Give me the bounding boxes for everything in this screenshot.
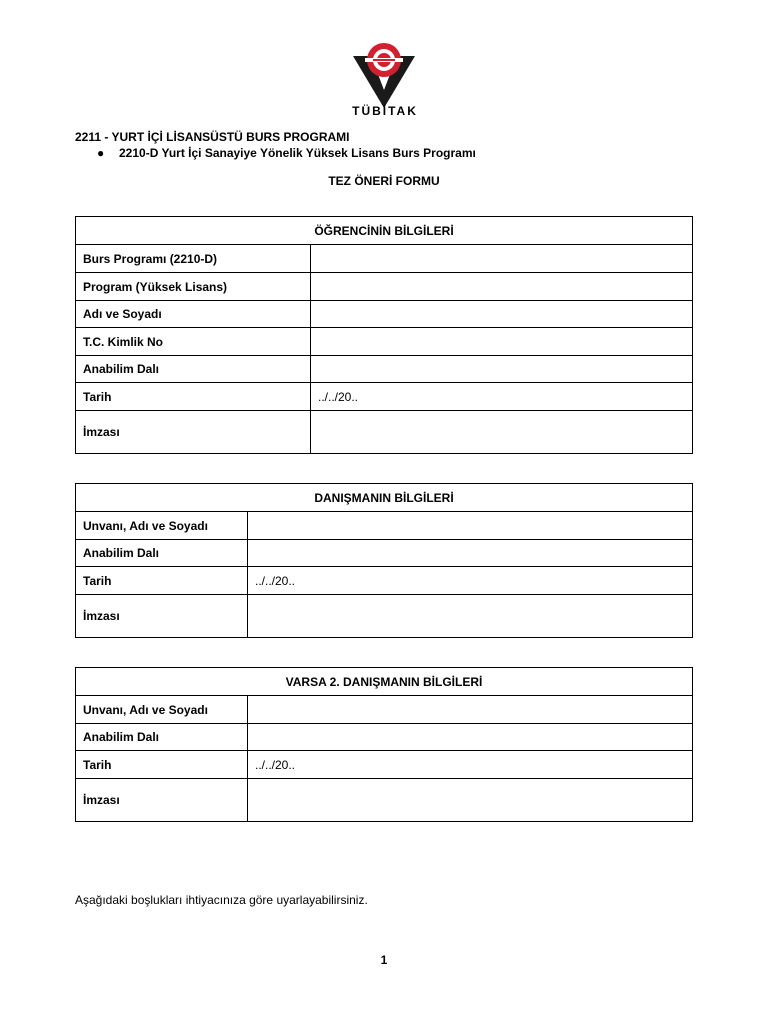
table-row [76,779,693,822]
table-row [76,245,693,273]
row-label: Anabilim Dalı [76,540,248,567]
row-label: Unvanı, Adı ve Soyadı [76,696,248,724]
table-row [76,567,693,595]
advisor-signature-field[interactable] [248,595,693,638]
student-heading: ÖĞRENCİNİN BİLGİLERİ [76,217,693,245]
page-number: 1 [380,953,388,967]
table-row [76,595,693,638]
signature-field[interactable] [311,411,693,454]
subprogram-bullet-item [97,146,476,160]
table-header-row [76,484,693,512]
table-row [76,356,693,383]
department-field[interactable] [311,356,693,383]
logo-wordmark: TÜBİTAK [352,104,418,118]
advisor-name-field[interactable] [248,512,693,540]
second-advisor-info-table [75,667,693,822]
table-header-row [76,217,693,245]
row-label: İmzası [76,779,248,822]
advisor-heading: DANIŞMANIN BİLGİLERİ [76,484,693,512]
row-label: T.C. Kimlik No [76,328,311,356]
instruction-note: Aşağıdaki boşlukları ihtiyacınıza göre uyarlayabilirsiniz. [75,893,368,907]
tc-kimlik-field[interactable] [311,328,693,356]
second-advisor-department-field[interactable] [248,724,693,751]
table-row [76,512,693,540]
table-header-row [76,668,693,696]
table-row [76,696,693,724]
row-label: Anabilim Dalı [76,356,311,383]
row-label: Unvanı, Adı ve Soyadı [76,512,248,540]
bullet-icon: ● [97,146,105,160]
subprogram-title: 2210-D Yurt İçi Sanayiye Yönelik Yüksek Lisans Burs Programı [119,146,476,160]
row-label: Tarih [76,383,311,411]
form-title: TEZ ÖNERİ FORMU [328,174,440,188]
table-row [76,301,693,328]
table-row [76,724,693,751]
row-label: Tarih [76,567,248,595]
table-row [76,383,693,411]
row-label: Anabilim Dalı [76,724,248,751]
student-info-table [75,216,693,454]
program-title: 2211 - YURT İÇİ LİSANSÜSTÜ BURS PROGRAMI [75,130,350,144]
table-row [76,411,693,454]
second-advisor-heading: VARSA 2. DANIŞMANIN BİLGİLERİ [76,668,693,696]
date-field[interactable]: ../../20.. [311,383,693,411]
second-advisor-signature-field[interactable] [248,779,693,822]
second-advisor-name-field[interactable] [248,696,693,724]
row-label: İmzası [76,411,311,454]
table-row [76,328,693,356]
table-row [76,273,693,301]
burs-programi-field[interactable] [311,245,693,273]
second-advisor-date-field[interactable]: ../../20.. [248,751,693,779]
row-label: Program (Yüksek Lisans) [76,273,311,301]
program-field[interactable] [311,273,693,301]
row-label: Tarih [76,751,248,779]
row-label: İmzası [76,595,248,638]
row-label: Burs Programı (2210-D) [76,245,311,273]
advisor-department-field[interactable] [248,540,693,567]
table-row [76,540,693,567]
name-field[interactable] [311,301,693,328]
row-label: Adı ve Soyadı [76,301,311,328]
advisor-info-table [75,483,693,638]
table-row [76,751,693,779]
advisor-date-field[interactable]: ../../20.. [248,567,693,595]
